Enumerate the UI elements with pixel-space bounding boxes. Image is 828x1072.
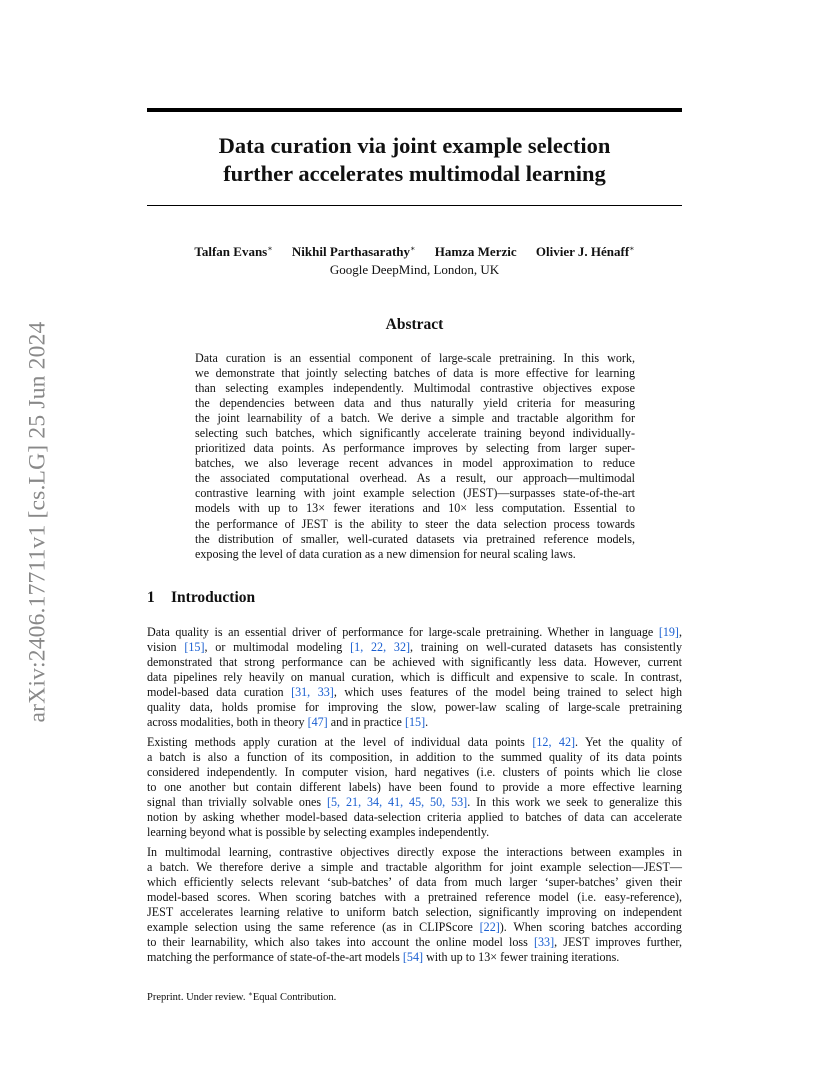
section-heading-introduction [147, 589, 255, 607]
citation-link[interactable]: [22] [479, 920, 500, 935]
paragraph-line: learning beyond what is possible by selecting examples independently. [147, 825, 490, 840]
paragraph-line: which efficiently selects relevant ‘sub-batches’ of data from much larger ‘super-batches’ given their [147, 875, 682, 890]
paragraph-line: JEST accelerates learning relative to uniform batch selection, significantly improving on independent [147, 905, 682, 920]
citation-link[interactable]: [15] [184, 640, 205, 655]
paragraph-line: In multimodal learning, contrastive objectives directly expose the interactions between examples in [147, 845, 682, 859]
paragraph-line: a batch. We therefore derive a simple and tractable algorithm for joint example selection—JEST— [147, 860, 682, 875]
paragraph-line: example selection using the same reference (as in CLIPScore [22]). When scoring batches according [147, 920, 682, 935]
abstract-line: Data curation is an essential component of large-scale pretraining. In this work, [195, 351, 635, 365]
citation-link[interactable]: [31, 33] [291, 685, 334, 700]
abstract-line: than selecting examples independently. Multimodal contrastive objectives expose [195, 381, 635, 396]
author: Nikhil Parthasarathy∗ [291, 244, 416, 259]
abstract-line: prioritized data points. As performance improves by selecting from larger super- [195, 441, 635, 456]
paragraph-line: data pipelines rely heavily on manual curation, which is difficult and expensive to scale. In contrast, [147, 670, 682, 685]
abstract-line: contrastive learning with joint example selection (JEST)—surpasses state-of-the-art [195, 486, 635, 501]
paper-title [147, 132, 682, 188]
abstract-line: the distribution of smaller, well-curated datasets via pretrained reference models, [195, 531, 635, 546]
footnote-mark: ∗ [248, 990, 253, 998]
footnote [147, 990, 336, 1003]
author: Talfan Evans∗ [194, 244, 273, 259]
abstract-line: the associated computational overhead. As a result, our approach—multimodal [195, 471, 635, 486]
paragraph-line: considered independently. In computer vision, hard negatives (i.e. clusters of points which lie close [147, 765, 682, 780]
footnote-note: Equal Contribution. [252, 992, 337, 1003]
abstract-line: exposing the level of data curation as a new dimension for neural scaling laws. [195, 546, 576, 561]
affiliation: Google DeepMind, London, UK [329, 262, 500, 277]
intro-paragraph-2 [147, 735, 682, 840]
citation-link[interactable]: [54] [402, 950, 424, 965]
abstract-line: the joint learnability of a batch. We derive a simple and tractable algorithm for [195, 411, 635, 426]
citation-link[interactable]: [5, 21, 34, 41, 45, 50, 53] [326, 795, 468, 810]
intro-paragraph-1 [147, 625, 682, 730]
paper-title-line-1: Data curation via joint example selection [218, 133, 611, 158]
citation-link[interactable]: [15] [404, 715, 426, 730]
paragraph-line: across modalities, both in theory [47] and in practice [15]. [147, 715, 429, 730]
intro-paragraph-3 [147, 845, 682, 965]
author: Hamza Merzic [434, 244, 517, 259]
paragraph-line: Data quality is an essential driver of performance for large-scale pretraining. Whether in language [19], [147, 625, 682, 639]
abstract-line: selecting such batches, which significantly accelerate training beyond individually- [195, 426, 635, 441]
paper-title-line-2: further accelerates multimodal learning [223, 161, 606, 186]
author: Olivier J. Hénaff∗ [535, 244, 635, 259]
paragraph-line: to their learnability, which also takes into account the online model loss [33], JEST improves further, [147, 935, 682, 950]
abstract-line: we demonstrate that jointly selecting batches of data is more effective for learning [195, 366, 635, 381]
paragraph-line: Existing methods apply curation at the level of individual data points [12, 42]. Yet the quality of [147, 735, 683, 749]
section-title: Introduction [171, 589, 256, 606]
citation-link[interactable]: [1, 22, 32] [350, 640, 411, 655]
footnote-text: Preprint. Under review. [147, 992, 246, 1003]
abstract-line: models with up to 13× fewer iterations and 10× less computation. Essential to [195, 501, 635, 516]
abstract-line: batches, we also leverage recent advances in model approximation to reduce [195, 456, 635, 471]
paragraph-line: model-based data curation [31, 33], which uses features of the model being trained to select high [147, 685, 682, 700]
citation-link[interactable]: [47] [307, 715, 328, 730]
citation-link[interactable]: [12, 42] [532, 735, 576, 749]
citation-link[interactable]: [19] [658, 625, 679, 639]
paragraph-line: model-based scores. When scoring batches with a pretrained reference model (i.e. easy-reference), [147, 890, 682, 905]
arxiv-identifier-text: arXiv:2406.17711v1 [cs.LG] 25 Jun 2024 [24, 321, 51, 723]
paragraph-line: vision [15], or multimodal modeling [1, 22, 32], training on well-curated datasets has consistently [147, 640, 683, 655]
paragraph-line: signal than trivially solvable ones [5, 21, 34, 41, 45, 50, 53]. In this work we seek to generalize this [147, 795, 682, 810]
paragraph-line: to one another but contain different labels) have been found to provide a more effective learning [147, 780, 682, 795]
abstract-line: the performance of JEST is the ability to steer the data selection process towards [195, 516, 635, 531]
paragraph-line: notion by asking whether model-based data-selection criteria applied to batches of data can accelerate [147, 810, 682, 825]
section-number: 1 [147, 589, 155, 606]
author-list [147, 241, 682, 260]
paragraph-line: demonstrated that strong performance can be achieved with significantly less data. However, current [147, 655, 682, 670]
title-rule-top [147, 108, 682, 112]
abstract-heading: Abstract [385, 316, 444, 333]
citation-link[interactable]: [33] [533, 935, 555, 950]
paragraph-line: matching the performance of state-of-the-art models [54] with up to 13× fewer training iterations. [147, 950, 620, 965]
paragraph-line: a batch is also a function of its composition, in addition to the summed quality of its data points [147, 750, 682, 765]
title-rule-bottom [147, 205, 682, 206]
abstract-body [195, 351, 635, 562]
paragraph-line: quality data, holds promise for improving the slow, power-law scaling of large-scale pretraining [147, 700, 682, 715]
abstract-line: the dependencies between data and thus naturally yield criteria for measuring [195, 396, 635, 411]
